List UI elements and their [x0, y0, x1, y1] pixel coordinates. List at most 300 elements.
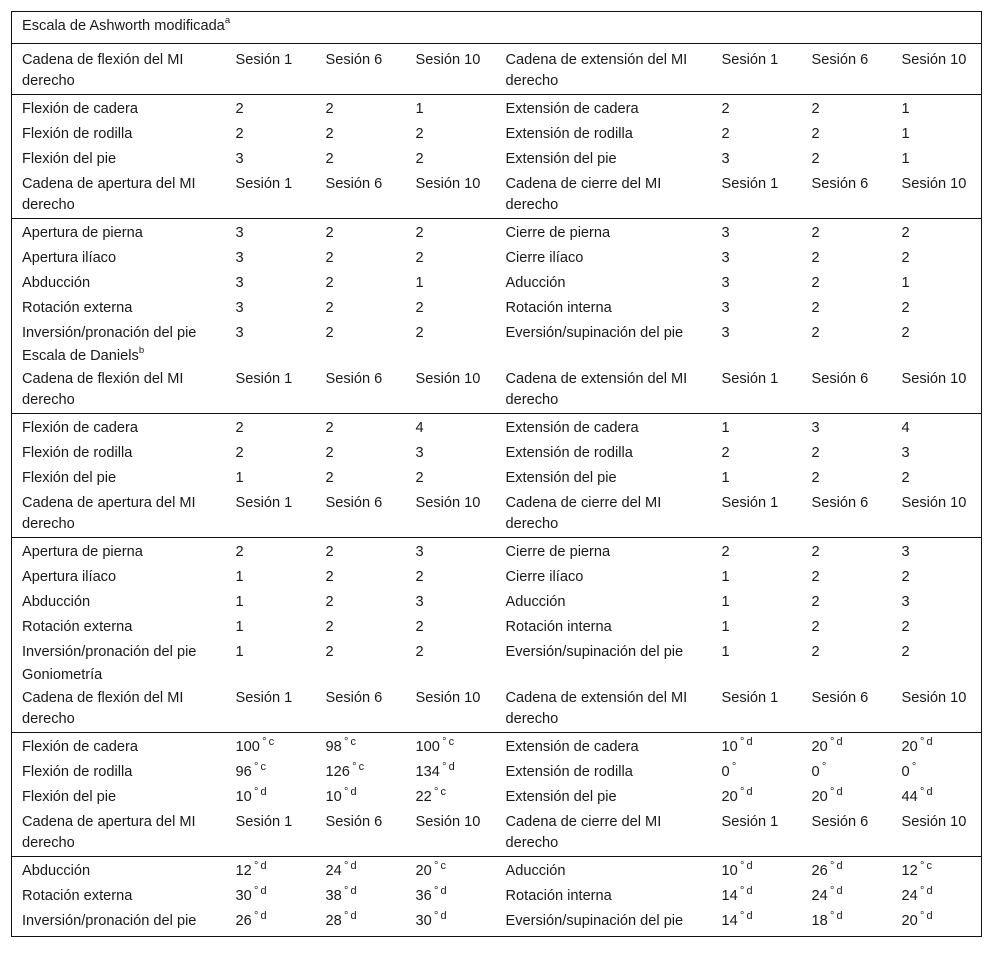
footnote-marker: d [260, 885, 267, 898]
degree-symbol: ° [433, 786, 439, 799]
footnote-marker: d [836, 736, 843, 749]
footnote-marker: d [260, 786, 267, 799]
footnote-marker: c [448, 736, 455, 749]
cell-left-session-10 [406, 147, 496, 172]
cell-left-label [12, 466, 226, 491]
cell-value: 2 [811, 151, 820, 167]
header-text: Sesión 10 [901, 690, 967, 706]
cell-value: Extensión de cadera [505, 101, 639, 117]
header-text: Sesión 6 [325, 371, 383, 387]
cell-right-session-6 [802, 733, 892, 761]
cell-value: 2 [325, 275, 334, 291]
degree-note [260, 736, 274, 748]
footnote-marker: c [350, 736, 357, 749]
cell-value: 2 [811, 325, 820, 341]
cell-value: 2 [415, 225, 424, 241]
cell-left-label [12, 565, 226, 590]
cell-right-session-10 [892, 246, 982, 271]
cell-right-session-1 [712, 147, 802, 172]
cell-value: 4 [415, 420, 424, 436]
footnote-marker: d [260, 910, 267, 923]
cell-value: 2 [901, 644, 910, 660]
cell-value: 20 [901, 739, 918, 755]
header-text: Cadena de extensión del MI derecho [505, 52, 688, 89]
cell-left-session-10 [406, 414, 496, 442]
footnote-marker: d [926, 786, 933, 799]
cell-value: 2 [415, 126, 424, 142]
table-row [12, 147, 982, 172]
cell-value: 2 [415, 250, 424, 266]
footnote-marker: d [836, 860, 843, 873]
table-row [12, 785, 982, 810]
header-text: Sesión 6 [811, 176, 869, 192]
cell-right-label [496, 246, 712, 271]
footnote-marker: d [926, 885, 933, 898]
header-right-session-6 [802, 44, 892, 95]
degree-note [432, 885, 447, 897]
degree-note [342, 885, 357, 897]
cell-value: 1 [415, 275, 424, 291]
cell-left-session-6 [316, 466, 406, 491]
cell-left-session-6 [316, 590, 406, 615]
cell-left-label [12, 122, 226, 147]
footnote-marker: c [926, 860, 933, 873]
header-text: Sesión 1 [235, 371, 293, 387]
cell-right-session-1 [712, 122, 802, 147]
cell-left-session-10 [406, 122, 496, 147]
header-right-session-10 [892, 810, 982, 857]
header-text: Sesión 6 [325, 495, 383, 511]
column-header-row [12, 810, 982, 857]
cell-value: 2 [811, 275, 820, 291]
degree-note [828, 786, 843, 798]
cell-left-label [12, 857, 226, 885]
cell-value: Flexión del pie [22, 151, 117, 167]
cell-right-session-1 [712, 857, 802, 885]
degree-symbol: ° [829, 910, 835, 923]
table-row [12, 441, 982, 466]
degree-note [738, 860, 753, 872]
cell-right-session-10 [892, 296, 982, 321]
table-row [12, 615, 982, 640]
degree-symbol: ° [253, 910, 259, 923]
degree-note [918, 910, 933, 922]
cell-value: 1 [721, 420, 730, 436]
cell-left-session-6 [316, 857, 406, 885]
header-right-session-6 [802, 172, 892, 219]
cell-right-session-1 [712, 615, 802, 640]
cell-left-session-1 [226, 147, 316, 172]
degree-symbol: ° [343, 786, 349, 799]
cell-left-session-1 [226, 122, 316, 147]
header-left-session-10 [406, 686, 496, 733]
header-right-session-6 [802, 810, 892, 857]
column-header-row [12, 686, 982, 733]
cell-value: 38 [325, 888, 342, 904]
cell-right-session-6 [802, 615, 892, 640]
header-text: Sesión 10 [415, 495, 481, 511]
header-left-label [12, 686, 226, 733]
cell-left-session-6 [316, 95, 406, 123]
table-row [12, 246, 982, 271]
cell-value: 2 [811, 594, 820, 610]
degree-note [738, 885, 753, 897]
cell-right-session-1 [712, 590, 802, 615]
section-title [12, 665, 982, 686]
table-row [12, 857, 982, 885]
footnote-marker: d [746, 736, 753, 749]
table-row [12, 414, 982, 442]
cell-left-session-6 [316, 760, 406, 785]
header-text: Cadena de flexión del MI derecho [22, 52, 184, 89]
cell-value: Rotación externa [22, 888, 133, 904]
cell-right-label [496, 441, 712, 466]
cell-right-session-6 [802, 909, 892, 937]
section-title-text: Goniometría [22, 667, 103, 683]
cell-right-session-10 [892, 640, 982, 665]
degree-note [820, 761, 827, 773]
cell-value: Apertura de pierna [22, 225, 143, 241]
cell-value: 3 [235, 325, 244, 341]
cell-left-label [12, 640, 226, 665]
cell-value: 3 [721, 325, 730, 341]
degree-symbol: ° [433, 885, 439, 898]
cell-right-session-1 [712, 884, 802, 909]
cell-left-session-10 [406, 785, 496, 810]
cell-right-session-10 [892, 733, 982, 761]
cell-left-session-10 [406, 590, 496, 615]
cell-value: 2 [415, 325, 424, 341]
cell-right-session-1 [712, 565, 802, 590]
degree-note [918, 736, 933, 748]
header-text: Sesión 10 [415, 52, 481, 68]
header-text: Sesión 1 [721, 495, 779, 511]
cell-left-session-1 [226, 95, 316, 123]
header-left-session-6 [316, 44, 406, 95]
header-text: Sesión 10 [901, 371, 967, 387]
cell-right-label [496, 95, 712, 123]
cell-value: 36 [415, 888, 432, 904]
header-left-session-6 [316, 686, 406, 733]
cell-right-label [496, 122, 712, 147]
table-row [12, 296, 982, 321]
cell-left-session-6 [316, 321, 406, 346]
footnote-marker: b [138, 345, 145, 357]
degree-symbol: ° [919, 736, 925, 749]
cell-value: 2 [901, 225, 910, 241]
cell-right-session-6 [802, 590, 892, 615]
cell-value: Flexión del pie [22, 789, 117, 805]
header-right-session-10 [892, 686, 982, 733]
section-title-text: Escala de Daniels [22, 348, 139, 364]
cell-right-label [496, 733, 712, 761]
cell-value: 2 [325, 644, 334, 660]
cell-left-session-6 [316, 122, 406, 147]
degree-symbol: ° [829, 885, 835, 898]
cell-right-session-1 [712, 219, 802, 247]
table-row [12, 760, 982, 785]
header-right-session-6 [802, 686, 892, 733]
degree-note [252, 786, 267, 798]
cell-value: Aducción [505, 275, 566, 291]
header-text: Sesión 6 [325, 814, 383, 830]
cell-right-session-10 [892, 271, 982, 296]
cell-value: 2 [325, 544, 334, 560]
cell-value: Flexión de rodilla [22, 126, 133, 142]
cell-value: 24 [901, 888, 918, 904]
header-right-session-6 [802, 367, 892, 414]
cell-right-session-6 [802, 122, 892, 147]
degree-symbol: ° [739, 736, 745, 749]
degree-symbol: ° [343, 736, 349, 749]
degree-symbol: ° [253, 786, 259, 799]
footnote-marker: d [350, 860, 357, 873]
cell-value: Extensión de rodilla [505, 764, 633, 780]
table-row [12, 909, 982, 937]
cell-left-label [12, 296, 226, 321]
cell-value: 1 [415, 101, 424, 117]
cell-value: Eversión/supinación del pie [505, 913, 684, 929]
cell-value: 1 [235, 569, 244, 585]
cell-value: Inversión/pronación del pie [22, 644, 197, 660]
degree-note [918, 786, 933, 798]
degree-symbol: ° [739, 910, 745, 923]
cell-right-session-6 [802, 296, 892, 321]
cell-value: 10 [235, 789, 252, 805]
cell-value: 10 [721, 739, 738, 755]
cell-value: 1 [721, 594, 730, 610]
cell-left-label [12, 219, 226, 247]
header-text: Sesión 1 [721, 176, 779, 192]
cell-value: 2 [325, 420, 334, 436]
cell-right-session-10 [892, 785, 982, 810]
results-table-body [12, 12, 982, 937]
degree-symbol: ° [821, 761, 827, 774]
header-text: Sesión 6 [811, 495, 869, 511]
cell-value: Rotación interna [505, 888, 612, 904]
table-row [12, 640, 982, 665]
degree-symbol: ° [731, 761, 737, 774]
cell-left-session-6 [316, 640, 406, 665]
header-left-session-1 [226, 491, 316, 538]
footnote-marker: d [440, 910, 447, 923]
header-text: Sesión 1 [721, 371, 779, 387]
cell-value: 1 [901, 126, 910, 142]
cell-right-session-1 [712, 760, 802, 785]
cell-value: 3 [415, 544, 424, 560]
column-header-row [12, 367, 982, 414]
section-title-text: Escala de Ashworth modificada [22, 18, 225, 34]
degree-note [342, 736, 356, 748]
cell-value: 3 [235, 275, 244, 291]
cell-value: 2 [325, 619, 334, 635]
cell-left-session-10 [406, 615, 496, 640]
cell-right-session-1 [712, 538, 802, 566]
degree-symbol: ° [919, 860, 925, 873]
header-right-session-1 [712, 367, 802, 414]
cell-right-label [496, 414, 712, 442]
degree-symbol: ° [829, 786, 835, 799]
header-right-label [496, 686, 712, 733]
column-header-row [12, 491, 982, 538]
cell-left-label [12, 884, 226, 909]
cell-value: 2 [415, 569, 424, 585]
degree-symbol: ° [919, 910, 925, 923]
footnote-marker: c [358, 761, 365, 774]
header-left-session-10 [406, 367, 496, 414]
cell-value: Rotación externa [22, 619, 133, 635]
cell-value: 0 [721, 764, 730, 780]
cell-right-session-10 [892, 615, 982, 640]
cell-left-session-10 [406, 760, 496, 785]
degree-note [432, 910, 447, 922]
cell-value: 2 [721, 445, 730, 461]
cell-value: 2 [325, 445, 334, 461]
degree-note [918, 885, 933, 897]
table-row [12, 321, 982, 346]
cell-value: Extensión del pie [505, 789, 617, 805]
header-left-label [12, 44, 226, 95]
header-left-label [12, 810, 226, 857]
cell-right-session-6 [802, 441, 892, 466]
cell-value: 1 [901, 275, 910, 291]
cell-right-session-6 [802, 760, 892, 785]
degree-note [440, 736, 454, 748]
footnote-marker: a [224, 15, 231, 27]
cell-value: 2 [901, 569, 910, 585]
cell-right-label [496, 615, 712, 640]
header-text: Sesión 1 [235, 690, 293, 706]
cell-value: 0 [811, 764, 820, 780]
cell-value: 1 [235, 470, 244, 486]
section-title [12, 346, 982, 367]
cell-value: Extensión de rodilla [505, 126, 633, 142]
cell-right-session-6 [802, 414, 892, 442]
header-left-session-6 [316, 172, 406, 219]
header-text: Cadena de cierre del MI derecho [505, 176, 662, 213]
footnote-marker: d [926, 736, 933, 749]
cell-right-session-6 [802, 95, 892, 123]
header-right-label [496, 491, 712, 538]
cell-right-session-6 [802, 538, 892, 566]
cell-value: 2 [325, 470, 334, 486]
cell-right-session-1 [712, 296, 802, 321]
cell-left-session-6 [316, 733, 406, 761]
cell-value: 1 [721, 644, 730, 660]
degree-note [828, 885, 843, 897]
section-title-row [12, 12, 982, 44]
cell-left-label [12, 441, 226, 466]
cell-left-label [12, 95, 226, 123]
header-text: Sesión 1 [235, 495, 293, 511]
cell-value: 1 [235, 619, 244, 635]
degree-note [828, 910, 843, 922]
cell-value: 28 [325, 913, 342, 929]
cell-value: 2 [235, 101, 244, 117]
degree-symbol: ° [343, 860, 349, 873]
cell-value: 12 [235, 863, 252, 879]
header-left-session-10 [406, 810, 496, 857]
cell-value: Cierre ilíaco [505, 250, 584, 266]
degree-note [350, 761, 364, 773]
cell-value: Flexión de cadera [22, 101, 139, 117]
header-text: Cadena de extensión del MI derecho [505, 690, 688, 727]
header-left-session-1 [226, 367, 316, 414]
footnote-marker: d [836, 910, 843, 923]
cell-value: 3 [721, 300, 730, 316]
cell-value: 10 [325, 789, 342, 805]
table-row [12, 565, 982, 590]
cell-left-session-1 [226, 271, 316, 296]
header-text: Sesión 6 [811, 690, 869, 706]
cell-right-label [496, 219, 712, 247]
cell-value: 2 [325, 569, 334, 585]
cell-left-label [12, 321, 226, 346]
cell-value: 2 [325, 250, 334, 266]
header-left-session-10 [406, 44, 496, 95]
cell-left-session-1 [226, 296, 316, 321]
header-text: Cadena de flexión del MI derecho [22, 371, 184, 408]
cell-right-label [496, 884, 712, 909]
header-text: Sesión 10 [901, 52, 967, 68]
cell-value: 44 [901, 789, 918, 805]
header-left-session-6 [316, 810, 406, 857]
cell-left-session-10 [406, 466, 496, 491]
cell-value: Abducción [22, 275, 91, 291]
cell-value: 20 [811, 739, 828, 755]
header-right-label [496, 810, 712, 857]
cell-right-session-1 [712, 271, 802, 296]
table-row [12, 95, 982, 123]
cell-left-label [12, 615, 226, 640]
cell-left-session-6 [316, 615, 406, 640]
degree-symbol: ° [433, 860, 439, 873]
header-text: Sesión 6 [325, 52, 383, 68]
header-right-label [496, 367, 712, 414]
cell-right-session-10 [892, 857, 982, 885]
table-row [12, 733, 982, 761]
cell-value: Flexión del pie [22, 470, 117, 486]
cell-value: 2 [721, 101, 730, 117]
header-right-session-6 [802, 491, 892, 538]
cell-right-session-6 [802, 640, 892, 665]
cell-value: 18 [811, 913, 828, 929]
cell-value: Eversión/supinación del pie [505, 644, 684, 660]
cell-right-label [496, 466, 712, 491]
cell-right-session-6 [802, 246, 892, 271]
cell-right-session-1 [712, 246, 802, 271]
footnote-marker: d [746, 910, 753, 923]
cell-value: 20 [901, 913, 918, 929]
table-row [12, 538, 982, 566]
degree-symbol: ° [829, 736, 835, 749]
header-text: Sesión 1 [235, 176, 293, 192]
cell-right-label [496, 271, 712, 296]
cell-value: 3 [721, 225, 730, 241]
cell-right-session-10 [892, 219, 982, 247]
cell-value: 2 [901, 619, 910, 635]
degree-symbol: ° [262, 736, 267, 749]
degree-note [828, 736, 843, 748]
cell-value: Apertura ilíaco [22, 569, 117, 585]
cell-right-session-10 [892, 414, 982, 442]
cell-left-session-1 [226, 538, 316, 566]
table-row [12, 590, 982, 615]
degree-note [252, 910, 267, 922]
cell-left-session-1 [226, 733, 316, 761]
cell-value: 2 [811, 445, 820, 461]
cell-left-session-1 [226, 640, 316, 665]
